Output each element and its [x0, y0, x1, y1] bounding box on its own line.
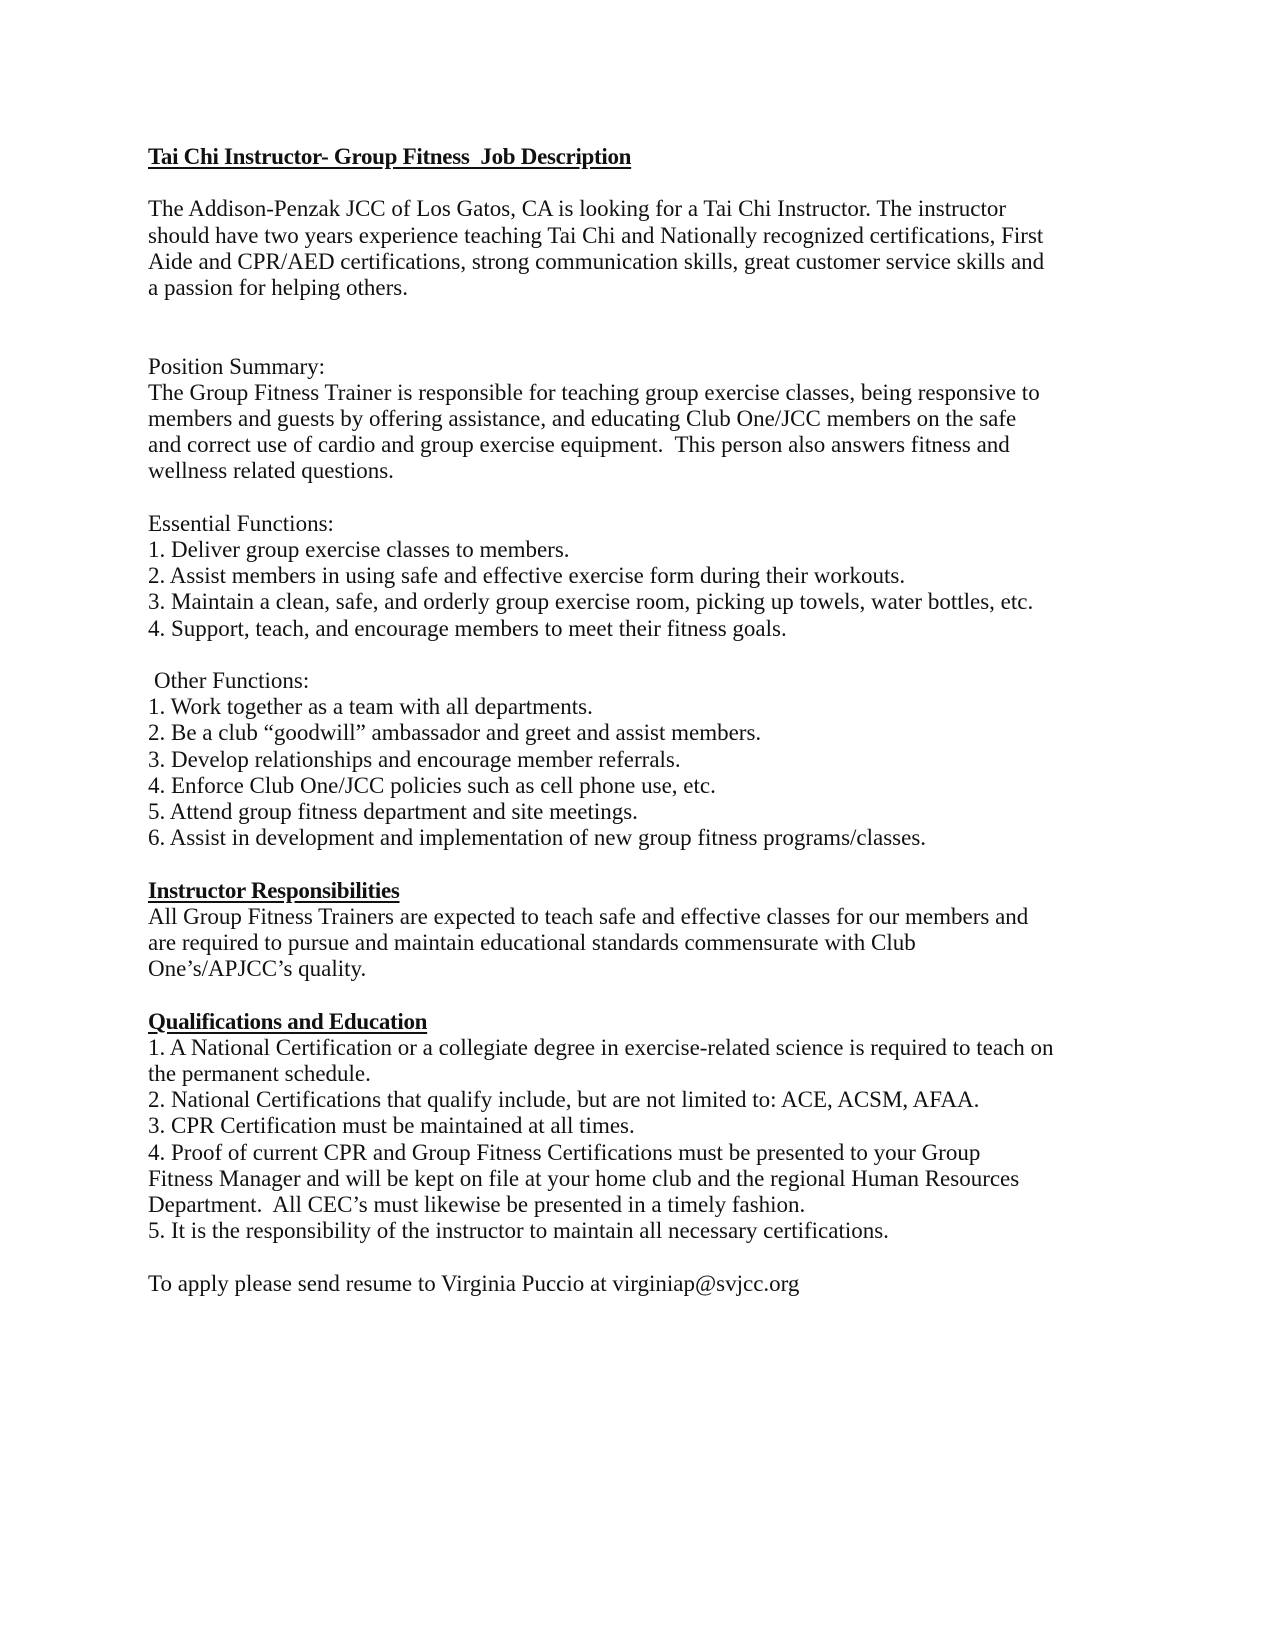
qualifications-line: 1. A National Certification or a collegiate degree in exercise-related science is required to teach on: [148, 1034, 1054, 1060]
intro-line: a passion for helping others.: [148, 275, 408, 300]
essential-functions-label: Essential Functions:: [148, 510, 334, 536]
qualifications-line: 3. CPR Certification must be maintained at all times.: [148, 1113, 635, 1139]
list-item: 2. Be a club “goodwill” ambassador and greet and assist members.: [148, 720, 762, 746]
intro-line: should have two years experience teaching Tai Chi and Nationally recognized certifications, First: [148, 222, 1044, 248]
list-item: 1. Work together as a team with all departments.: [148, 694, 593, 720]
qualifications-heading: Qualifications and Education: [148, 1008, 428, 1034]
qualifications-line: Fitness Manager and will be kept on file at your home club and the regional Human Resources: [148, 1165, 1020, 1191]
qualifications-line: Department. All CEC’s must likewise be presented in a timely fashion.: [148, 1192, 806, 1218]
list-item: 4. Support, teach, and encourage members to meet their fitness goals.: [148, 615, 787, 641]
list-item: 2. Assist members in using safe and effective exercise form during their workouts.: [148, 563, 906, 589]
qualifications-line: 5. It is the responsibility of the instructor to maintain all necessary certifications.: [148, 1218, 889, 1244]
position-summary-section: [148, 354, 1128, 485]
responsibilities-line: All Group Fitness Trainers are expected to teach safe and effective classes for our members and: [148, 903, 1029, 929]
list-item: 1. Deliver group exercise classes to members.: [148, 537, 570, 562]
position-summary-line: The Group Fitness Trainer is responsible for teaching group exercise classes, being responsive to: [148, 379, 1040, 405]
spacer: [148, 301, 1128, 353]
spacer: [148, 1244, 1128, 1270]
list-item: 3. Maintain a clean, safe, and orderly group exercise room, picking up towels, water bottles, etc.: [148, 589, 1034, 615]
list-item: 4. Enforce Club One/JCC policies such as cell phone use, etc.: [148, 772, 716, 798]
job-description-page: [148, 144, 1128, 1297]
other-functions-label: Other Functions:: [154, 668, 310, 693]
intro-line: Aide and CPR/AED certifications, strong communication skills, great customer service skills and: [148, 248, 1045, 274]
responsibilities-line: One’s/APJCC’s quality.: [148, 956, 367, 982]
qualifications-line: 2. National Certifications that qualify include, but are not limited to: ACE, ACSM, AFAA.: [148, 1087, 980, 1113]
position-summary-line: members and guests by offering assistance, and educating Club One/JCC members on the safe: [148, 406, 1017, 431]
list-item: 6. Assist in development and implementation of new group fitness programs/classes.: [148, 825, 927, 851]
essential-functions-section: [148, 511, 1128, 642]
instructor-responsibilities-section: [148, 878, 1128, 983]
spacer: [148, 982, 1128, 1008]
spacer: [148, 642, 1128, 668]
document-title: Tai Chi Instructor- Group Fitness Job Description: [148, 144, 632, 169]
position-summary-line: wellness related questions.: [148, 458, 394, 484]
position-summary-label: Position Summary:: [148, 353, 325, 379]
list-item: 3. Develop relationships and encourage member referrals.: [148, 746, 681, 772]
responsibilities-line: are required to pursue and maintain educational standards commensurate with Club: [148, 930, 916, 956]
intro-paragraph: [148, 196, 1128, 301]
spacer: [148, 485, 1128, 511]
instructor-responsibilities-heading: Instructor Responsibilities: [148, 877, 400, 903]
spacer: [148, 170, 1128, 196]
position-summary-line: and correct use of cardio and group exercise equipment. This person also answers fitness and: [148, 432, 1010, 458]
spacer: [148, 851, 1128, 877]
qualifications-section: [148, 1009, 1128, 1245]
list-item: 5. Attend group fitness department and site meetings.: [148, 799, 638, 825]
qualifications-line: 4. Proof of current CPR and Group Fitness Certifications must be presented to your Group: [148, 1139, 981, 1165]
qualifications-line: the permanent schedule.: [148, 1061, 371, 1087]
other-functions-section: [148, 668, 1128, 851]
apply-instructions: To apply please send resume to Virginia Puccio at virginiap@svjcc.org: [148, 1270, 800, 1296]
intro-line: The Addison-Penzak JCC of Los Gatos, CA is looking for a Tai Chi Instructor. The instructor: [148, 196, 1007, 222]
